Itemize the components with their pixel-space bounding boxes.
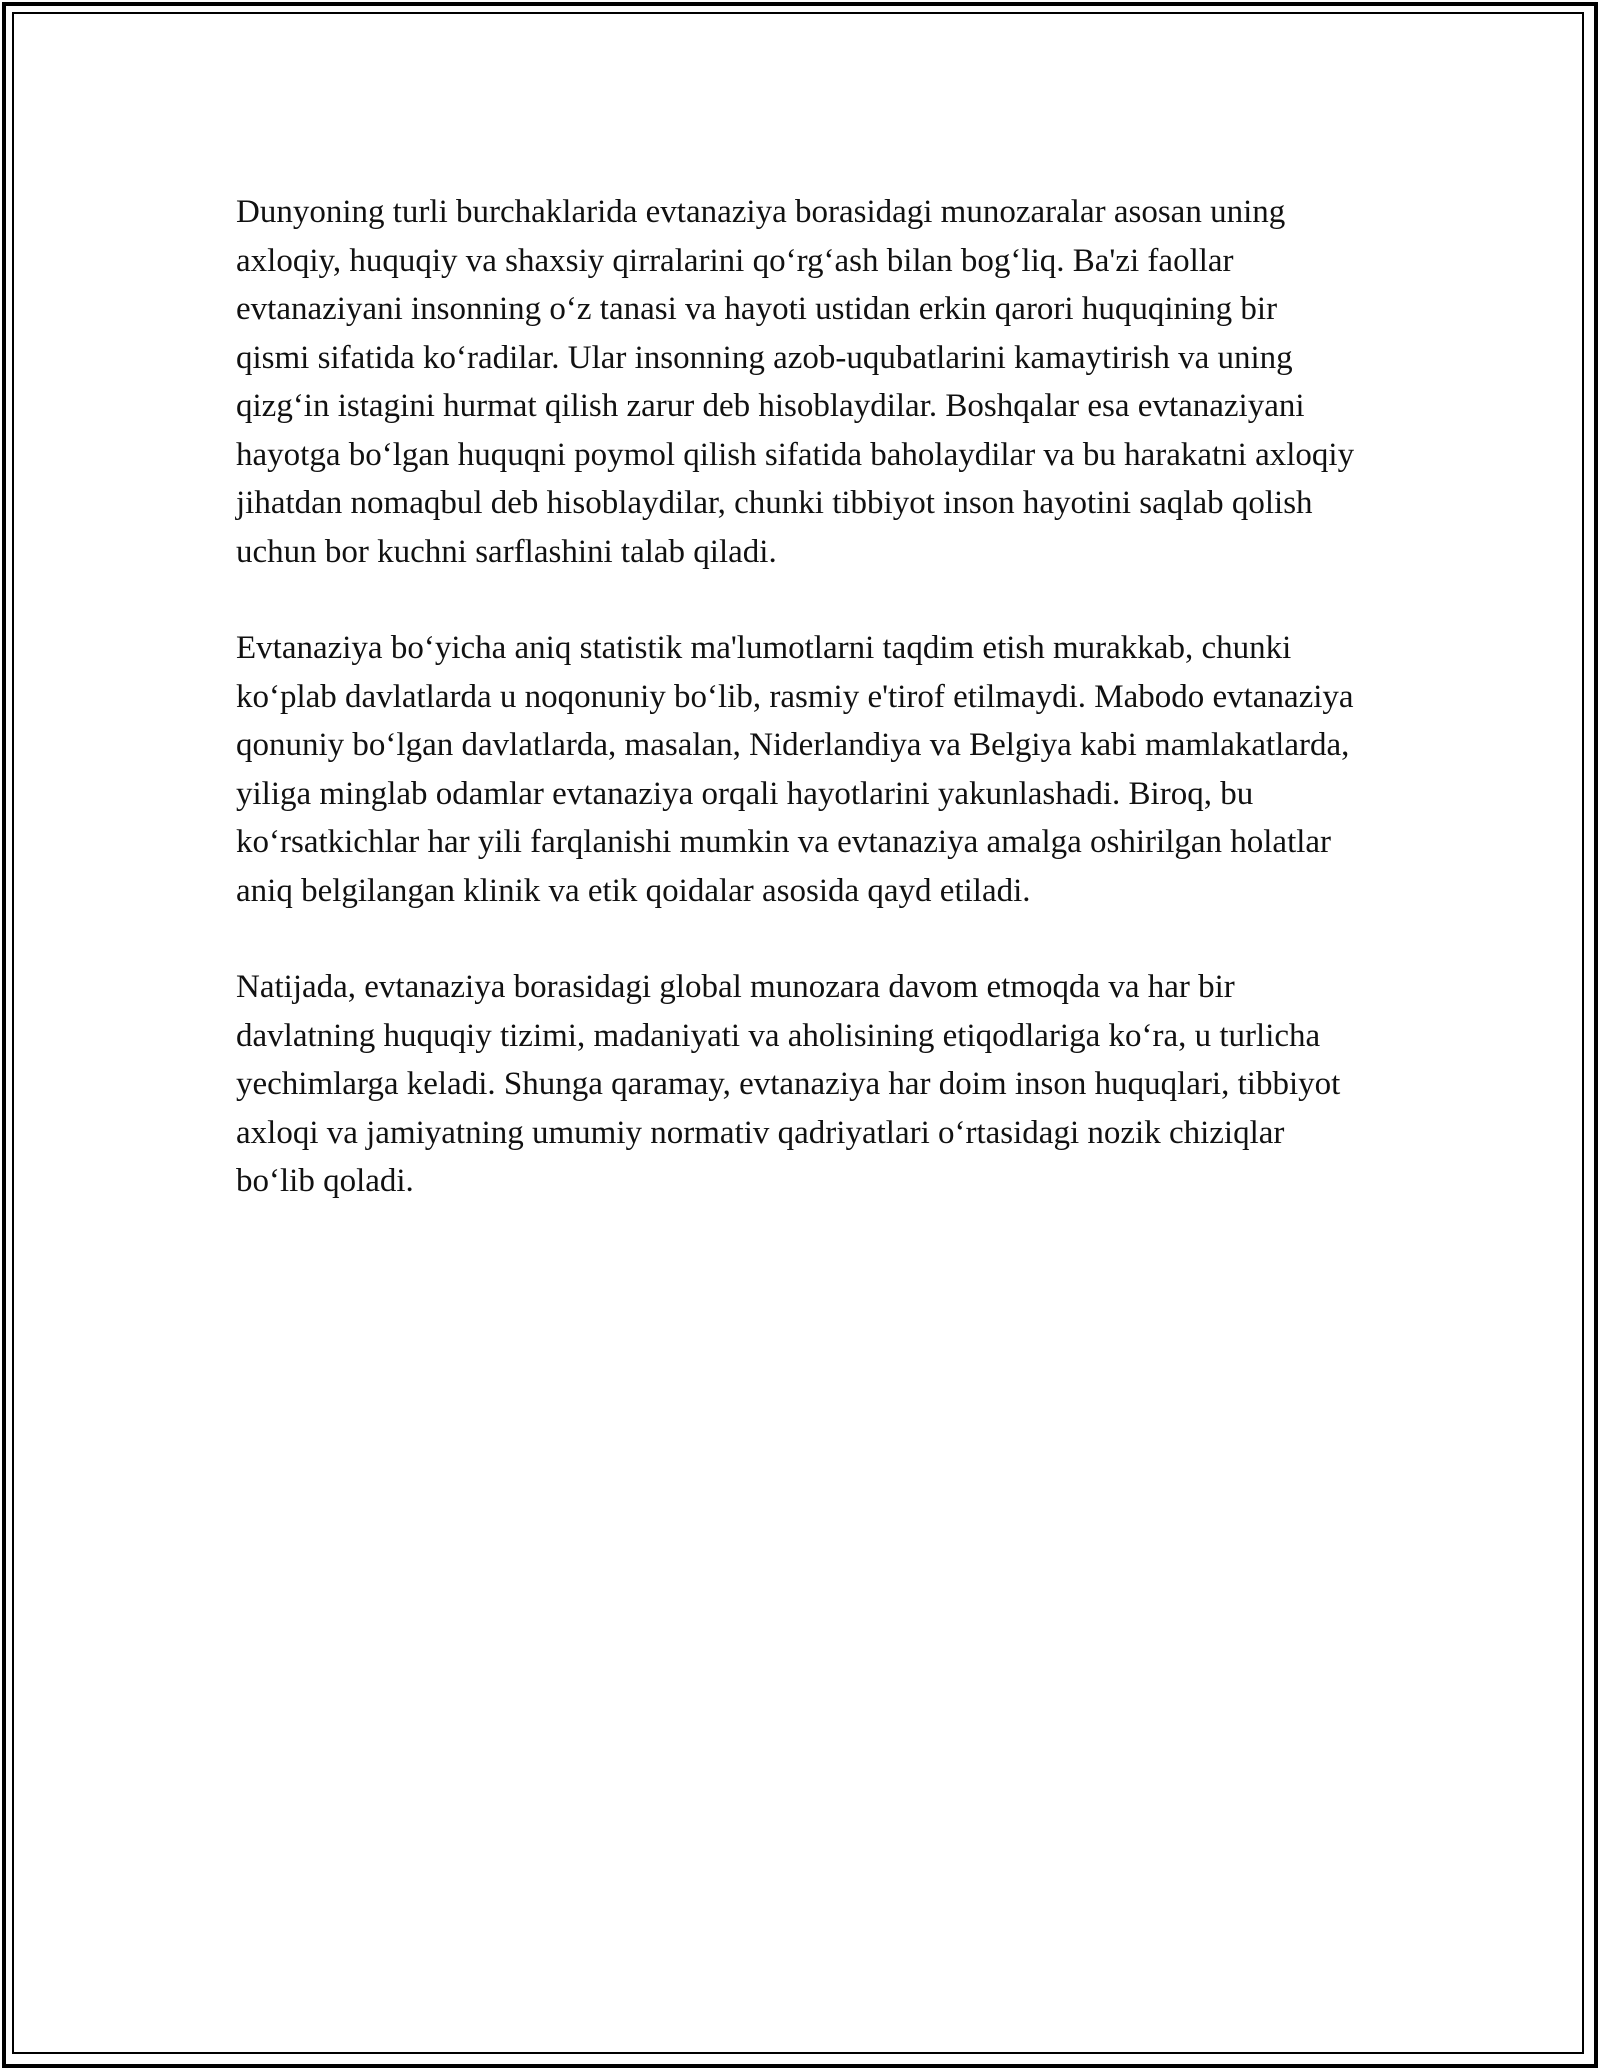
paragraph-3: Natijada, evtanaziya borasidagi global munozara davom etmoqda va har bir davlatning huquqiy tizimi, madaniyati va aholisining etiqodlariga koʻra, u turlicha yechimlarga keladi. Shunga qaramay, evtanaziya har doim inson huquqlari, tibbiyot axloqi va jamiyatning umumiy normativ qadriyatlari oʻrtasidagi nozik chiziqlar boʻlib qoladi. <box>236 969 1341 1199</box>
paragraph-1: Dunyoning turli burchaklarida evtanaziya borasidagi munozaralar asosan uning axloqiy, huquqiy va shaxsiy qirralarini qoʻrgʻash bilan bogʻliq. Ba'zi faollar evtanaziyani insonning oʻz tanasi va hayoti ustidan erkin qarori huquqining bir qismi sifatida koʻradilar. Ular insonning azob-uqubatlarini kamaytirish va uning qizgʻin istagini hurmat qilish zarur deb hisoblaydilar. Boshqalar esa evtanaziyani hayotga boʻlgan huquqni poymol qilish sifatida baholaydilar va bu harakatni axloqiy jihatdan nomaqbul deb hisoblaydilar, chunki tibbiyot inson hayotini saqlab qolish uchun bor kuchni sarflashini talab qiladi. <box>236 194 1355 570</box>
paragraph-2: Evtanaziya boʻyicha aniq statistik ma'lumotlarni taqdim etish murakkab, chunki koʻplab davlatlarda u noqonuniy boʻlib, rasmiy e'tirof etilmaydi. Mabodo evtanaziya qonuniy boʻlgan davlatlarda, masalan, Niderlandiya va Belgiya kabi mamlakatlarda, yiliga minglab odamlar evtanaziya orqali hayotlarini yakunlashadi. Biroq, bu koʻrsatkichlar har yili farqlanishi mumkin va evtanaziya amalga oshirilgan holatlar aniq belgilangan klinik va etik qoidalar asosida qayd etiladi. <box>236 630 1354 909</box>
document-body <box>236 188 1356 1254</box>
